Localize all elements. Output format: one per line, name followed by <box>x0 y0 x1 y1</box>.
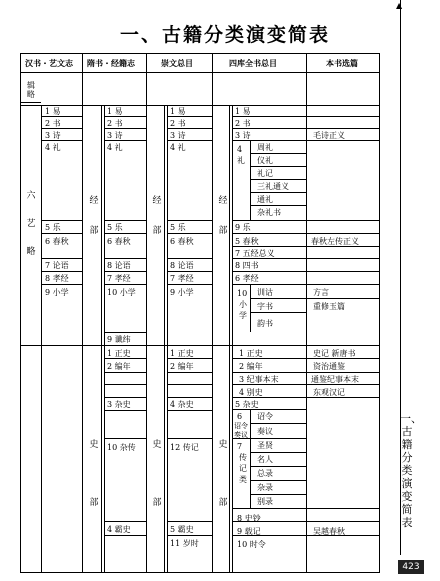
sk-shi-item: 7 <box>237 442 243 451</box>
jing-label-cw: 经部 <box>152 196 162 236</box>
bs-shi-item: 通鉴纪事本末 <box>311 375 359 384</box>
header-rule <box>21 72 379 73</box>
sk-shi-item: 10 时令 <box>237 540 266 549</box>
col-divider <box>212 54 213 572</box>
sk-zhuanji-sub: 名人 <box>257 455 273 464</box>
cw-shi-item: 2 编年 <box>170 362 194 371</box>
side-running-title: 一、古籍分类演变简表 <box>400 412 422 529</box>
header-chongwen: 崇文总目 <box>161 59 193 68</box>
sk-item: 1 易 <box>235 107 251 116</box>
sui-shi-item: 2 编年 <box>107 362 131 371</box>
sui-item: 6 春秋 <box>107 237 131 246</box>
bs-shi-item: 吴越春秋 <box>313 527 345 536</box>
sk-li-sub: 三礼通义 <box>257 182 289 191</box>
sui-item: 5 乐 <box>107 223 123 232</box>
sk-shi-item: 诏令 <box>234 422 248 430</box>
sui-item: 1 易 <box>107 107 123 116</box>
sk-item: 4 <box>237 145 243 154</box>
han-item: 2 书 <box>45 119 61 128</box>
section-rule <box>21 345 379 346</box>
sui-item: 3 诗 <box>107 131 123 140</box>
bs-item: 方言 <box>313 288 329 297</box>
sui-item: 2 书 <box>107 119 123 128</box>
sk-zhaoling-sub: 诏令 <box>257 412 273 421</box>
header-benshu: 本书选篇 <box>326 59 358 68</box>
cw-item: 3 诗 <box>170 131 186 140</box>
han-item: 8 孝经 <box>45 274 69 283</box>
sk-xx-sub: 训诂 <box>257 288 273 297</box>
shi-label-sk: 史部 <box>218 440 228 508</box>
header-siku: 四库全书总目 <box>229 59 277 68</box>
sk-shi-item: 奏议 <box>234 431 248 439</box>
cw-shi-item: 1 正史 <box>170 349 194 358</box>
bs-shi-item: 资治通鉴 <box>313 362 345 371</box>
header-han: 汉书・艺文志 <box>25 59 73 68</box>
col-divider <box>101 106 105 572</box>
sk-zhuanji-sub: 圣贤 <box>257 441 273 450</box>
sk-li-sub: 杂礼书 <box>257 208 281 217</box>
sk-zhaoling-sub: 奏议 <box>257 427 273 436</box>
cw-item: 2 书 <box>170 119 186 128</box>
sk-item: 10 <box>237 289 248 298</box>
page-title: 一、古籍分类演变简表 <box>120 24 331 46</box>
cw-item: 6 春秋 <box>170 237 194 246</box>
cw-item: 1 易 <box>170 107 186 116</box>
cw-shi-item: 11 岁时 <box>170 539 199 548</box>
col-divider <box>82 54 83 572</box>
row-rule <box>21 105 379 106</box>
han-item: 6 春秋 <box>45 237 69 246</box>
sk-shi-item: 4 别史 <box>239 388 263 397</box>
sk-shi-item: 传 <box>239 453 247 462</box>
sk-xx-sub: 字书 <box>257 302 273 311</box>
jilue-label: 辑略 <box>27 81 35 99</box>
sk-shi-item: 9 载记 <box>237 527 261 536</box>
col-divider <box>41 106 42 572</box>
sk-item: 6 孝经 <box>235 274 259 283</box>
sk-shi-item: 2 编年 <box>239 362 263 371</box>
cw-item: 4 礼 <box>170 143 186 152</box>
sk-item: 小 <box>239 300 247 309</box>
shi-label-sui: 史部 <box>89 440 99 508</box>
bs-item: 春秋左传正义 <box>311 237 359 246</box>
header-sui: 隋书・经籍志 <box>87 59 135 68</box>
sk-li-sub: 仪礼 <box>257 156 273 165</box>
sk-shi-item: 记 <box>239 464 247 473</box>
sk-shi-item: 类 <box>239 475 247 484</box>
sui-item: 8 论语 <box>107 261 131 270</box>
cw-shi-item: 12 传记 <box>170 443 199 452</box>
col-divider <box>306 54 307 572</box>
col-divider <box>229 106 233 572</box>
bs-shi-item: 史记 新唐书 <box>313 349 356 358</box>
han-item: 7 论语 <box>45 261 69 270</box>
cw-item: 9 小学 <box>170 288 194 297</box>
sui-shi-item: 1 正史 <box>107 349 131 358</box>
sk-shi-item: 6 <box>237 412 243 421</box>
arrow-up-icon: ▲ <box>396 1 403 10</box>
han-item: 3 诗 <box>45 131 61 140</box>
sk-item: 5 春秋 <box>235 237 259 246</box>
jing-label-sui: 经部 <box>89 196 99 236</box>
sk-xx-sub: 韵书 <box>257 319 273 328</box>
sk-zhuanji-sub: 总录 <box>257 469 273 478</box>
cw-shi-item: 4 杂史 <box>170 400 194 409</box>
cw-item: 5 乐 <box>170 223 186 232</box>
sk-li-sub: 通礼 <box>257 195 273 204</box>
bs-shi-item: 东观汉记 <box>313 388 345 397</box>
sk-zhuanji-sub: 别录 <box>257 497 273 506</box>
liuyi-label: 六艺略 <box>26 191 36 257</box>
han-item: 9 小学 <box>45 288 69 297</box>
sui-item: 7 孝经 <box>107 274 131 283</box>
cw-item: 7 孝经 <box>170 274 194 283</box>
sui-shi-item: 4 霸史 <box>107 525 131 534</box>
sk-item: 礼 <box>237 156 245 165</box>
jing-label-sk: 经部 <box>218 196 228 236</box>
sk-li-sub: 周礼 <box>257 143 273 152</box>
sui-shi-item: 3 杂史 <box>107 400 131 409</box>
han-item: 4 礼 <box>45 143 61 152</box>
cw-shi-item: 5 霸史 <box>170 525 194 534</box>
bs-item: 毛诗正义 <box>313 131 345 140</box>
sui-item: 9 谶纬 <box>107 335 131 344</box>
sk-li-sub: 礼记 <box>257 169 273 178</box>
sk-item: 学 <box>239 311 247 320</box>
bs-item: 重修玉篇 <box>313 302 345 311</box>
sk-shi-item: 1 正史 <box>239 349 263 358</box>
sk-zhuanji-sub: 杂录 <box>257 483 273 492</box>
sk-shi-item: 5 杂史 <box>235 400 259 409</box>
sui-item: 10 小学 <box>107 288 136 297</box>
sk-item: 9 乐 <box>235 223 251 232</box>
sk-item: 8 四书 <box>235 261 259 270</box>
page-number: 423 <box>398 560 424 574</box>
sk-shi-item: 3 纪事本末 <box>239 375 279 384</box>
col-divider <box>146 54 147 572</box>
sk-shi-item: 8 史钞 <box>237 514 261 523</box>
cw-item: 8 论语 <box>170 261 194 270</box>
han-item: 5 乐 <box>45 223 61 232</box>
shi-label-cw: 史部 <box>152 440 162 508</box>
sk-item: 3 诗 <box>235 131 251 140</box>
classification-table <box>20 53 380 573</box>
col-divider <box>164 106 168 572</box>
sk-item: 2 书 <box>235 119 251 128</box>
sui-item: 4 礼 <box>107 143 123 152</box>
sk-item: 7 五经总义 <box>235 249 275 258</box>
row-rule <box>21 102 41 103</box>
sui-shi-item: 10 杂传 <box>107 443 136 452</box>
han-item: 1 易 <box>45 107 61 116</box>
